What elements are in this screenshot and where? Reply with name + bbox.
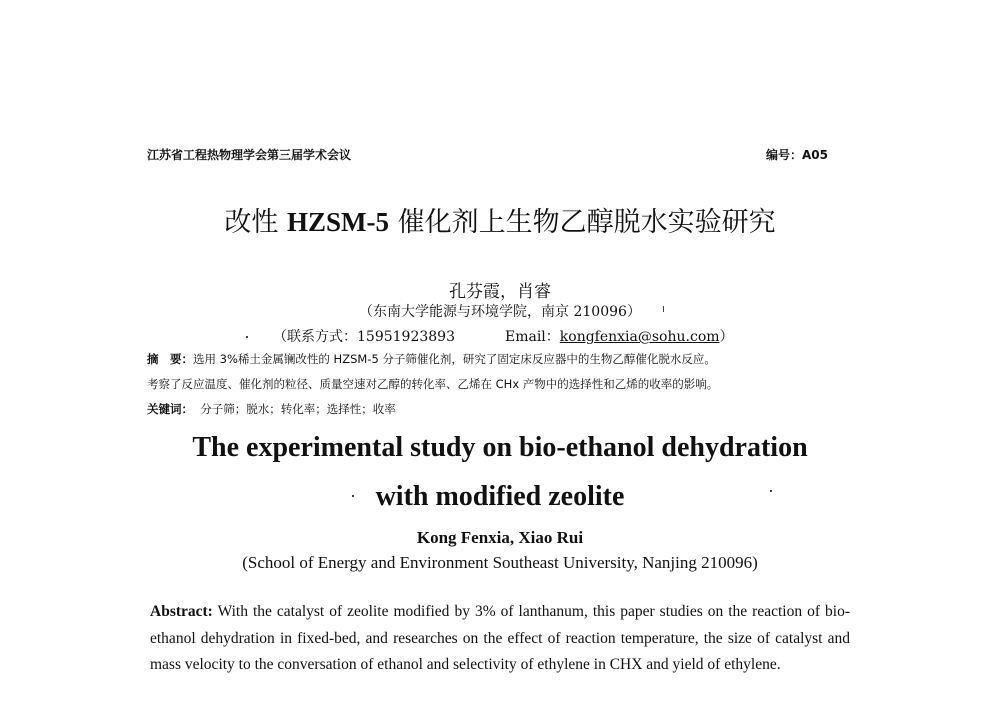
chinese-title-pre: 改性 [224, 207, 287, 238]
chinese-abstract-text-1: 选用 3%稀土金属镧改性的 HZSM-5 分子筛催化剂，研究了固定床反应器中的生物乙醇催化脱水反应。 [193, 352, 716, 366]
scan-speck [663, 306, 664, 312]
email-label: Email： [504, 329, 560, 345]
email-link[interactable]: kongfenxia@sohu.com [559, 329, 720, 345]
contact-line [273, 326, 734, 346]
scan-speck [352, 495, 354, 497]
chinese-abstract-line-1 [147, 348, 847, 371]
english-title-line-1: The experimental study on bio-ethanol dehydration [192, 432, 808, 463]
paper-code: 编号：A05 [766, 148, 828, 162]
keywords-text: 分子筛；脱水；转化率；选择性；收率 [200, 402, 396, 416]
chinese-title-post: 催化剂上生物乙醇脱水实验研究 [389, 207, 776, 238]
chinese-affiliation: （东南大学能源与环境学院，南京 210096） [359, 304, 641, 320]
chinese-title [0, 200, 1000, 239]
english-title-line-2: with modified zeolite [375, 481, 625, 512]
scan-speck [246, 336, 248, 338]
chinese-abstract-label: 摘 要： [147, 352, 193, 366]
english-affiliation: (School of Energy and Environment Southeast University, Nanjing 210096) [242, 553, 758, 572]
chinese-abstract-line-2: 考察了反应温度、催化剂的粒径、质量空速对乙醇的转化率、乙烯在 CHx 产物中的选择性和乙烯的收率的影响。 [147, 377, 719, 391]
chinese-authors: 孔芬霞，肖睿 [449, 282, 551, 302]
english-abstract-text: With the catalyst of zeolite modified by 3% of lanthanum, this paper studies on the reaction of bio-ethanol dehydration in fixed-bed, and researches on the effect of reaction temperature, the size of catalyst and mass velocity to the conversation of ethanol and selectivity of ethylene in CHX and yield of ethylene. [150, 603, 850, 673]
keywords-line [147, 398, 847, 421]
english-authors: Kong Fenxia, Xiao Rui [416, 528, 584, 547]
english-abstract-label: Abstract: [150, 603, 213, 620]
scan-speck [770, 490, 772, 492]
keywords-label: 关键词： [147, 402, 193, 416]
chinese-title-catalyst: HZSM-5 [286, 207, 389, 237]
contact-close: ） [719, 329, 734, 345]
conference-name: 江苏省工程热物理学会第三届学术会议 [147, 148, 352, 162]
english-abstract [150, 599, 850, 679]
contact-phone: （联系方式：15951923893 [273, 329, 455, 345]
